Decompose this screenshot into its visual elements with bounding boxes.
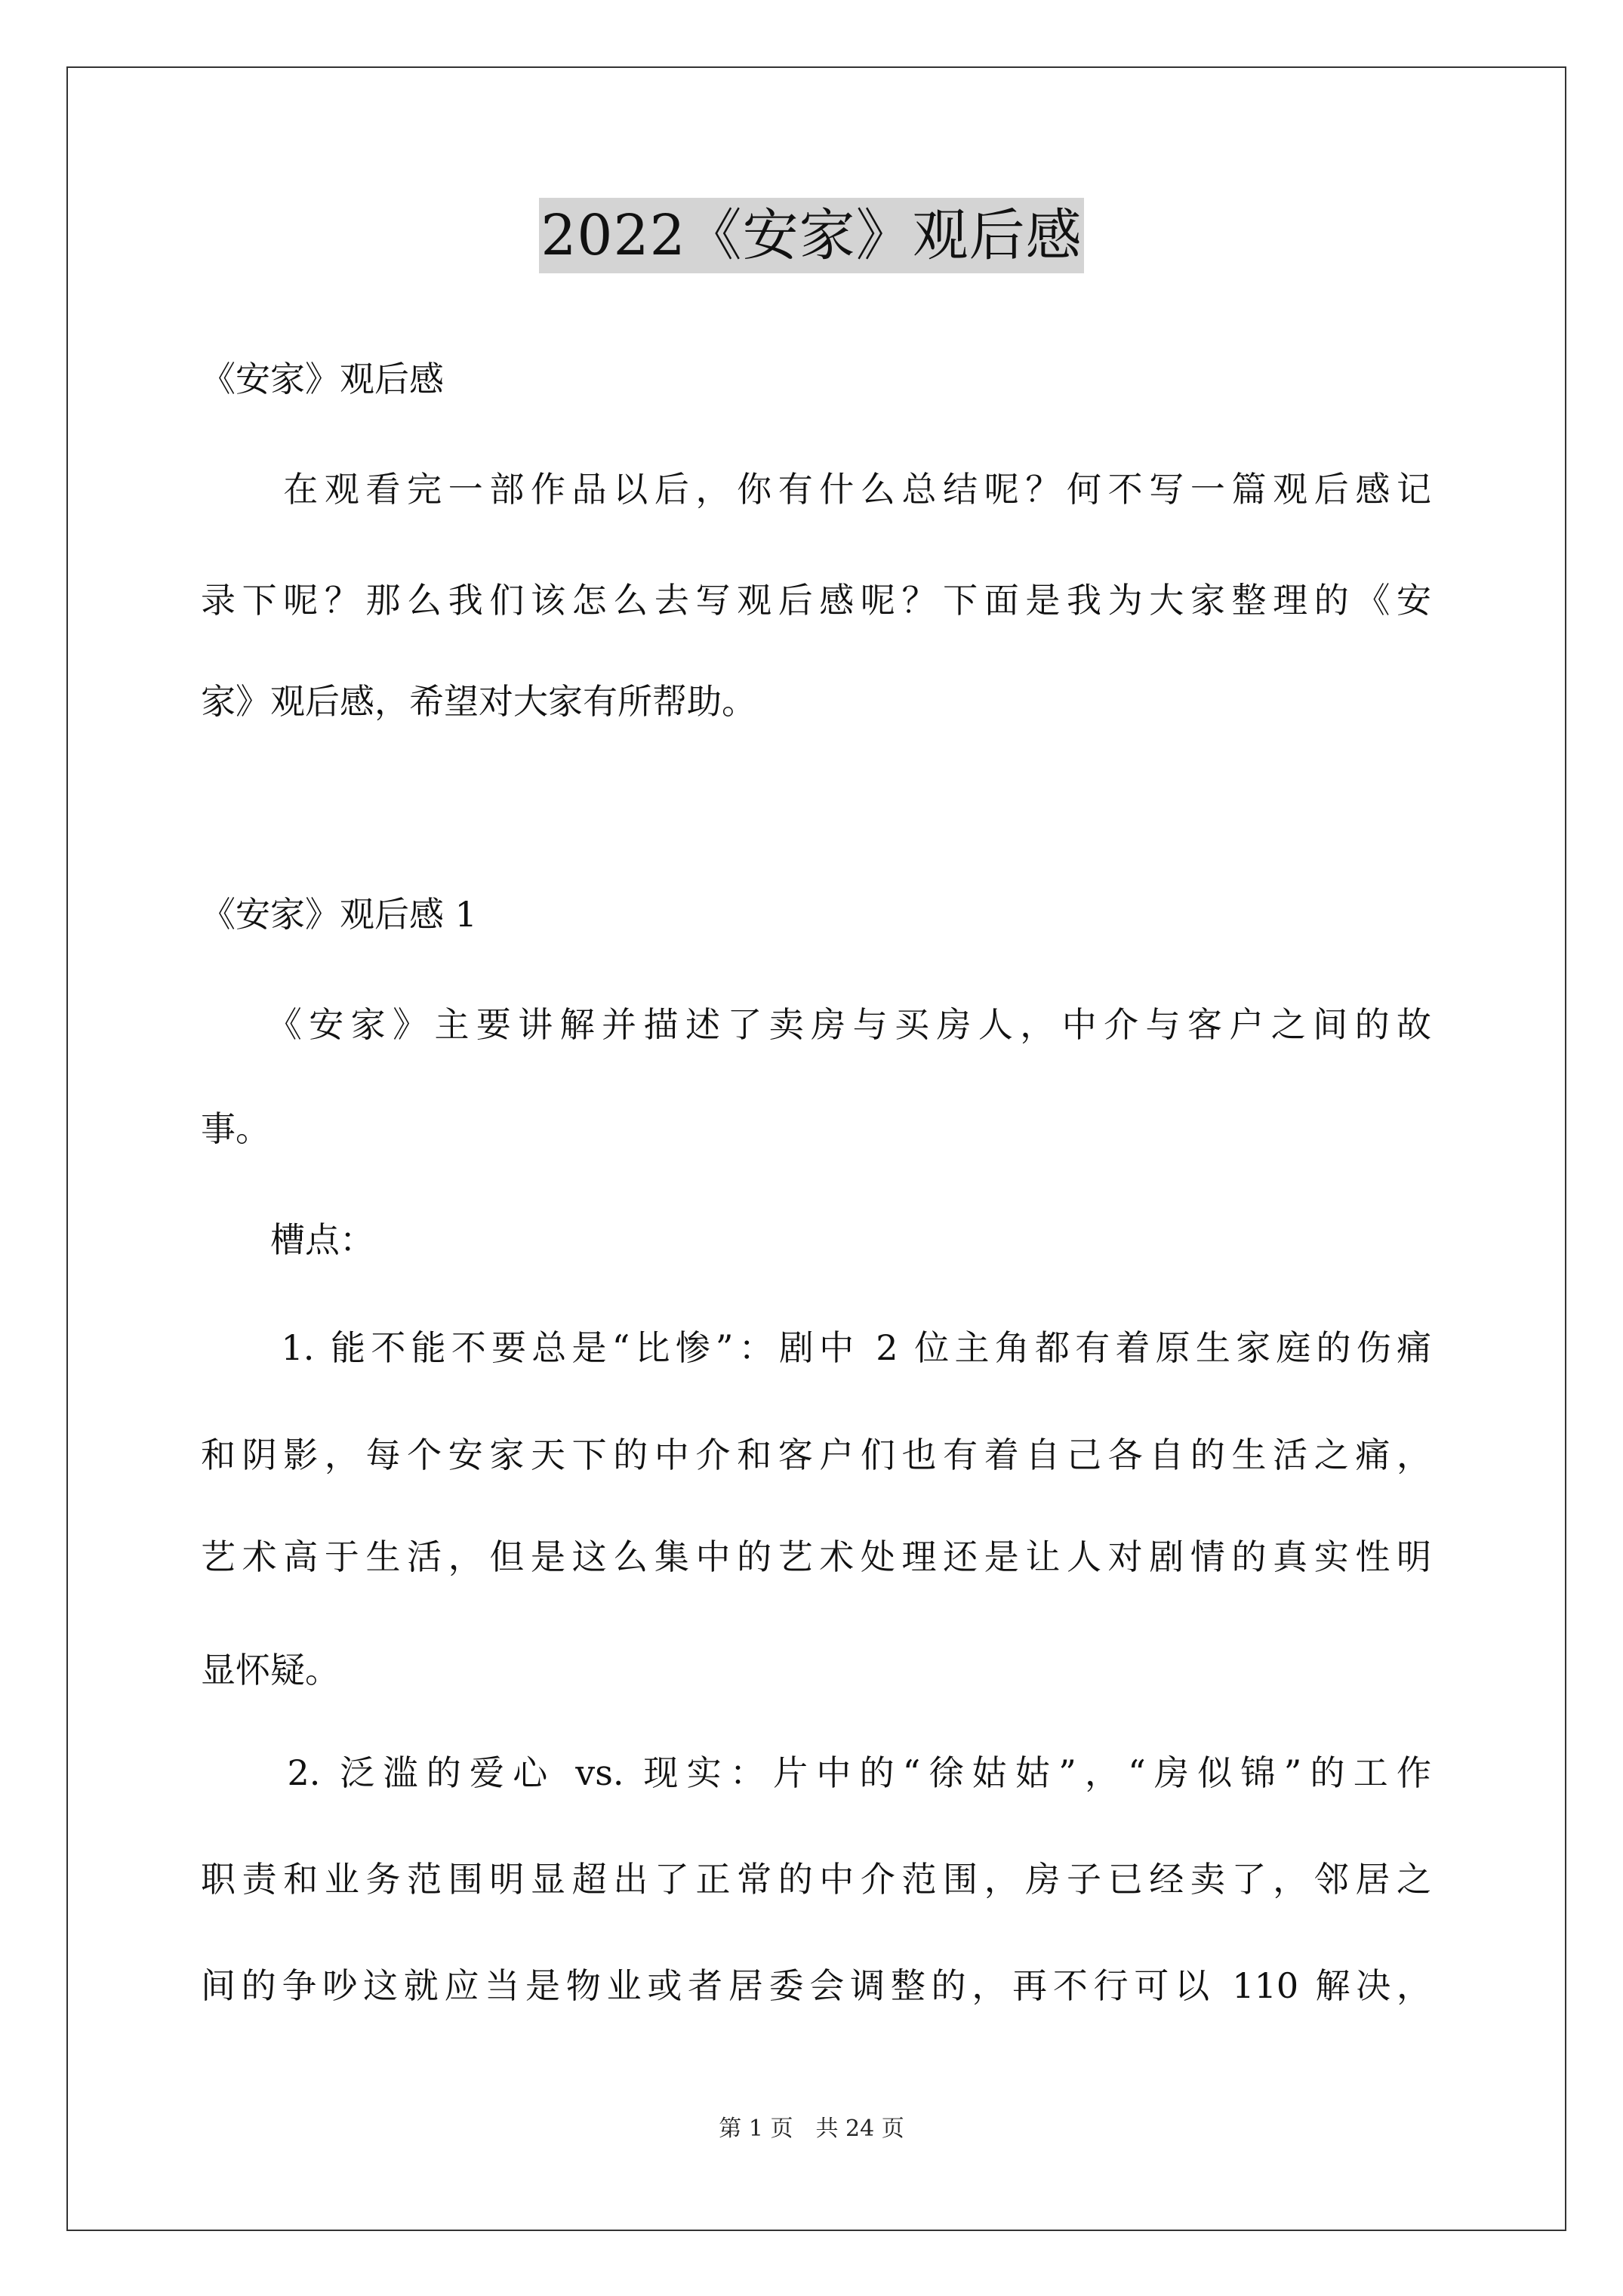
body-line: 显怀疑。 (201, 1650, 340, 1690)
body-line: 《安家》主要讲解并描述了卖房与买房人，中介与客户之间的故 (201, 1004, 1431, 1045)
title-block (0, 198, 1623, 273)
document-subtitle: 《安家》观后感 (201, 359, 444, 399)
intro-line: 家》观后感，希望对大家有所帮助。 (201, 681, 756, 722)
body-line: 事。 (201, 1108, 270, 1149)
body-line: 间的争吵这就应当是物业或者居委会调整的，再不行可以 110 解决， (201, 1965, 1431, 2006)
body-line: 和阴影，每个安家天下的中介和客户们也有着自己各自的生活之痛， (201, 1435, 1431, 1475)
section-heading: 《安家》观后感 1 (201, 894, 477, 935)
body-line: 2. 泛滥的爱心 vs. 现实：片中的“徐姑姑”，“房似锦”的工作 (201, 1752, 1431, 1793)
document-title: 2022《安家》观后感 (539, 198, 1083, 273)
body-line: 艺术高于生活，但是这么集中的艺术处理还是让人对剧情的真实性明 (201, 1536, 1431, 1577)
body-line: 职责和业务范围明显超出了正常的中介范围，房子已经卖了，邻居之 (201, 1859, 1431, 1900)
intro-line: 在观看完一部作品以后，你有什么总结呢？何不写一篇观后感记 (201, 469, 1431, 510)
intro-line: 录下呢？那么我们该怎么去写观后感呢？下面是我为大家整理的《安 (201, 580, 1431, 621)
body-line: 1. 能不能不要总是“比惨”：剧中 2 位主角都有着原生家庭的伤痛 (201, 1327, 1431, 1368)
body-line: 槽点： (201, 1219, 374, 1260)
page-number: 第 1 页 共 24 页 (719, 2116, 904, 2142)
